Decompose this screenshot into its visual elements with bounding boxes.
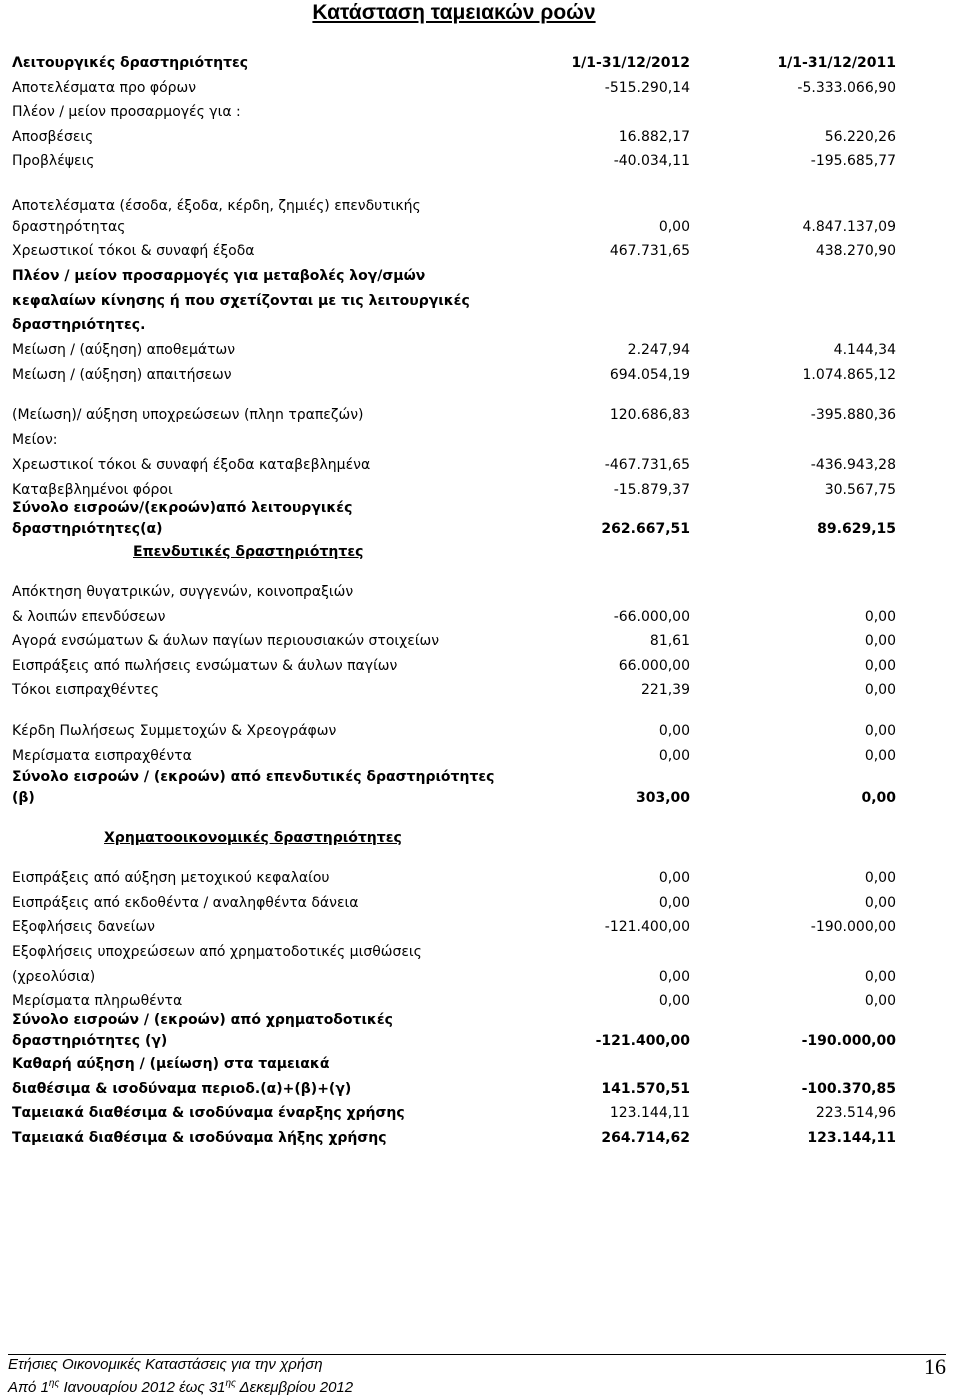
footer-line-2: Από $1^{\eta\varsigma}$ Ιανουαρίου 2012 έως $31^{\eta\varsigma}$ Δεκεμβρίου 2012: [8, 1378, 354, 1396]
page-footer: [8, 1354, 946, 1397]
table-row: Εισπράξεις από πωλήσεις ενσώματων & άυλων παγίων 66.000,00 0,00: [12, 658, 896, 674]
section-heading-investing: Επενδυτικές δραστηριότητες: [133, 544, 364, 560]
table-row: Μείον:: [12, 432, 58, 448]
column-header-2011: 1/1-31/12/2011: [777, 55, 896, 71]
closing-cash-row: Ταμειακά διαθέσιμα & ισοδύναμα λήξης χρήσης 264.714,62 123.144,11: [12, 1130, 896, 1146]
table-row: Εισπράξεις από αύξηση μετοχικού κεφαλαίου 0,00 0,00: [12, 870, 896, 886]
total-row-operating: Σύνολο εισροών/(εκροών)από λειτουργικές δραστηριότητες(α) 262.667,51 89.629,15: [12, 500, 896, 537]
table-row: Μείωση / (αύξηση) απαιτήσεων 694.054,19 1.074.865,12: [12, 367, 896, 383]
table-row: (χρεολύσια) 0,00 0,00: [12, 969, 896, 985]
table-row: Καθαρή αύξηση / (μείωση) στα ταμειακά: [12, 1056, 330, 1072]
table-row: Μερίσματα πληρωθέντα 0,00 0,00: [12, 993, 896, 1009]
table-row: & λοιπών επενδύσεων -66.000,00 0,00: [12, 609, 896, 625]
total-row-financing: Σύνολο εισροών / (εκροών) από χρηματοδοτικές δραστηριότητες (γ) -121.400,00 -190.000,00: [12, 1012, 896, 1049]
table-row: Αγορά ενσώματων & άυλων παγίων περιουσιακών στοιχείων 81,61 0,00: [12, 633, 896, 649]
net-change-row: διαθέσιμα & ισοδύναμα περιοδ.(α)+(β)+(γ) 141.570,51 -100.370,85: [12, 1081, 896, 1097]
table-row: Μερίσματα εισπραχθέντα 0,00 0,00: [12, 748, 896, 764]
page-title: Κατάσταση ταμειακών ροών: [312, 1, 596, 24]
table-row: Προβλέψεις -40.034,11 -195.685,77: [12, 153, 896, 169]
table-row: Αποτελέσματα προ φόρων -515.290,14 -5.333.066,90: [12, 80, 896, 96]
section-heading-operating: Λειτουργικές δραστηριότητες: [12, 55, 249, 71]
table-row: Καταβεβλημένοι φόροι -15.879,37 30.567,75: [12, 482, 896, 498]
table-row: Χρεωστικοί τόκοι & συναφή έξοδα καταβεβλημένα -467.731,65 -436.943,28: [12, 457, 896, 473]
table-row: Εισπράξεις από εκδοθέντα / αναληφθέντα δάνεια 0,00 0,00: [12, 895, 896, 911]
table-row: Αποσβέσεις 16.882,17 56.220,26: [12, 129, 896, 145]
table-row: Τόκοι εισπραχθέντες 221,39 0,00: [12, 682, 896, 698]
table-row: (Μείωση)/ αύξηση υποχρεώσεων (πληn τραπεζών) 120.686,83 -395.880,36: [12, 407, 896, 423]
table-row: Απόκτηση θυγατρικών, συγγενών, κοινοπραξιών: [12, 584, 354, 600]
column-header-2012: 1/1-31/12/2012: [571, 55, 690, 71]
table-row: κεφαλαίων κίνησης ή που σχετίζονται με τις λειτουργικές: [12, 293, 470, 309]
table-row: Εξοφλήσεις υποχρεώσεων από χρηματοδοτικές μισθώσεις: [12, 944, 422, 960]
section-heading-financing: Χρηματοοικονομικές δραστηριότητες: [104, 830, 402, 846]
table-row: Εξοφλήσεις δανείων -121.400,00 -190.000,00: [12, 919, 896, 935]
table-row: Πλέον / μείον προσαρμογές για :: [12, 104, 241, 120]
table-row: Κέρδη Πωλήσεως Συμμετοχών & Χρεογράφων 0,00 0,00: [12, 723, 896, 739]
table-row: Μείωση / (αύξηση) αποθεμάτων 2.247,94 4.144,34: [12, 342, 896, 358]
footer-line-1: Ετήσιες Οικονομικές Καταστάσεις για την χρήση: [8, 1356, 323, 1373]
table-row: Πλέον / μείον προσαρμογές για μεταβολές λογ/σμών: [12, 268, 426, 284]
table-row: δραστηριότητες.: [12, 317, 146, 333]
opening-cash-row: Ταμειακά διαθέσιμα & ισοδύναμα έναρξης χρήσης 123.144,11 223.514,96: [12, 1105, 896, 1121]
table-row: Αποτελέσματα (έσοδα, έξοδα, κέρδη, ζημιές) επενδυτικής δραστηρότητας 0,00 4.847.137,09: [12, 198, 896, 235]
total-row-investing: Σύνολο εισροών / (εκροών) από επενδυτικές δραστηριότητες (β) 303,00 0,00: [12, 769, 896, 806]
table-row: Χρεωστικοί τόκοι & συναφή έξοδα 467.731,65 438.270,90: [12, 243, 896, 259]
page-number: 16: [924, 1354, 946, 1379]
table-header: [12, 51, 896, 75]
